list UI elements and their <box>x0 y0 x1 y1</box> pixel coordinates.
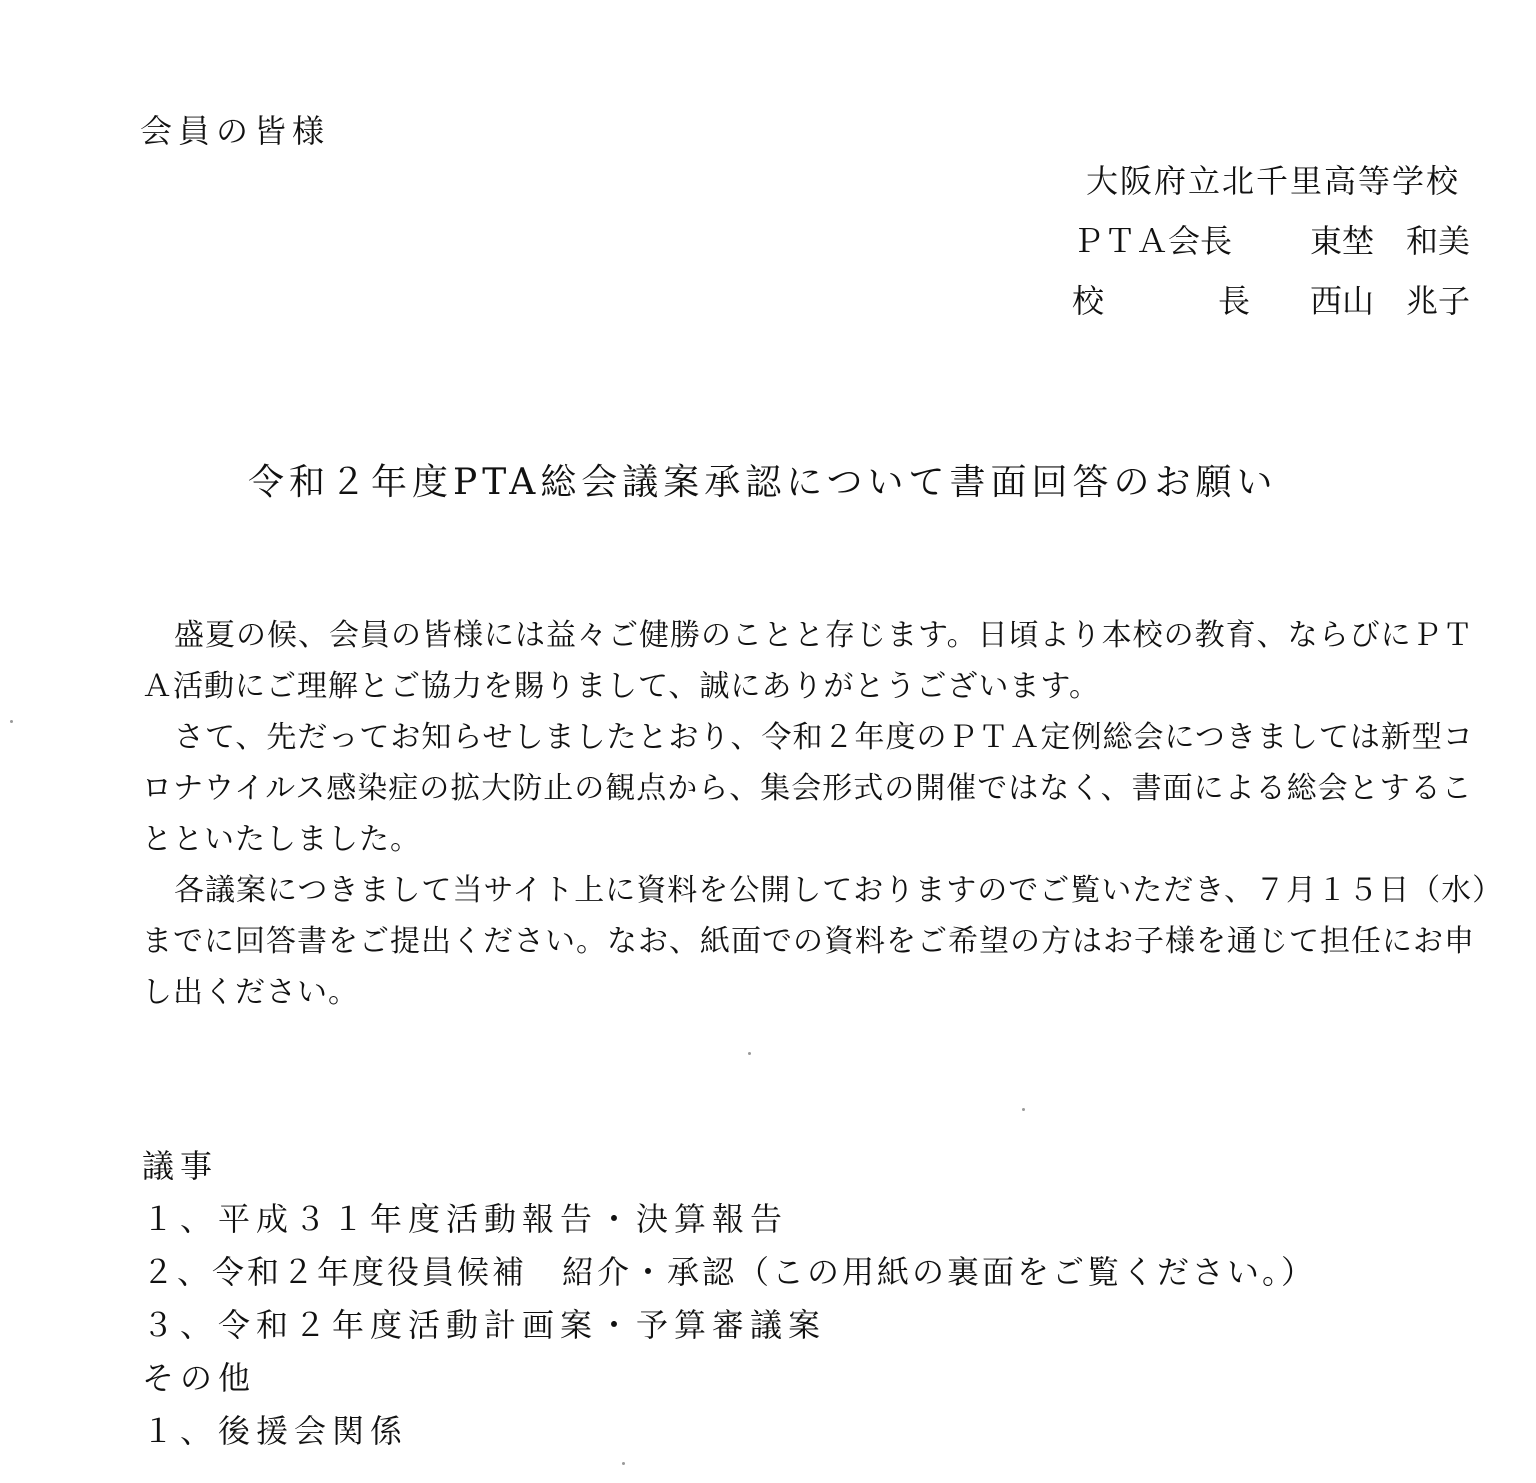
scan-speck <box>10 720 13 723</box>
pta-role-label: ＰＴＡ会長 <box>1072 222 1233 260</box>
agenda <box>142 1140 1512 1458</box>
scan-speck <box>622 1462 625 1465</box>
body-paragraph-announcement: さて、先だってお知らせしましたとおり、令和２年度のＰＴＡ定例総会につきましては新型コロナウイルス感染症の拡大防止の観点から、集会形式の開催ではなく、書面による総会とすることといたしました。 <box>142 720 1474 857</box>
body-paragraph-greeting: 盛夏の候、会員の皆様には益々ご健勝のことと存じます。日頃より本校の教育、ならびにＰＴＡ活動にご理解とご協力を賜りまして、誠にありがとうございます。 <box>142 618 1474 704</box>
principal-role-label <box>1072 276 1250 322</box>
principal-role-char-2: 長 <box>1217 282 1250 320</box>
agenda-item: ３、令和２年度活動計画案・予算審議案 <box>142 1306 827 1344</box>
sender-principal <box>1072 276 1492 322</box>
scan-speck <box>1022 1108 1025 1111</box>
scan-speck <box>748 1052 751 1055</box>
agenda-item: ２、令和２年度役員候補 紹介・承認（この用紙の裏面をご覧ください。） <box>142 1253 1317 1291</box>
addressee: 会員の皆様 <box>140 112 331 150</box>
sender-school: 大阪府立北千里高等学校 <box>1086 162 1461 200</box>
principal-name: 西山 兆子 <box>1310 282 1471 320</box>
document-title: 令和２年度PTA総会議案承認について書面回答のお願い <box>248 462 1278 503</box>
agenda-item: １、平成３１年度活動報告・決算報告 <box>142 1200 789 1238</box>
other-heading: その他 <box>142 1359 257 1397</box>
sender-pta-president <box>1072 216 1492 262</box>
principal-role-char-1: 校 <box>1072 282 1105 320</box>
other-item: １、後援会関係 <box>142 1412 409 1450</box>
body-paragraph-request: 各議案につきまして当サイト上に資料を公開しておりますのでご覧いただき、７月１５日（水）までに回答書をご提出ください。なお、紙面での資料をご希望の方はお子様を通じて担任にお申し出ください。 <box>142 873 1489 1010</box>
agenda-heading: 議事 <box>142 1147 219 1185</box>
pta-president-name: 東埜 和美 <box>1310 222 1471 260</box>
body-text <box>142 610 1502 1018</box>
